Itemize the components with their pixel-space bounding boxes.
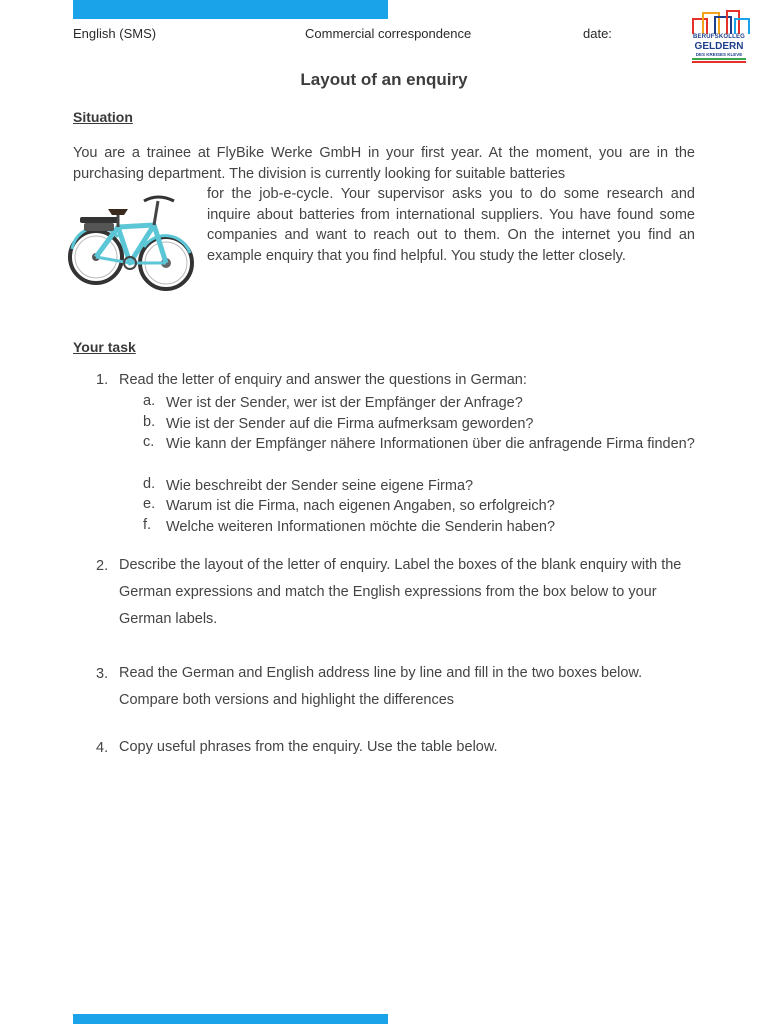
question-f-letter: f. [143,517,152,533]
header-subject: English (SMS) [73,26,157,41]
bottom-accent-bar [73,1014,388,1024]
school-logo [690,10,750,62]
question-d-text: Wie beschreibt der Sender seine eigene Firma? [166,478,474,494]
question-c-text: Wie kann der Empfänger nähere Informationen über die anfragende Firma finden? [166,436,695,452]
question-c-letter: c. [143,434,155,450]
question-e-text: Warum ist die Firma, nach eigenen Angaben, so erfolgreich? [166,498,555,514]
logo-text-line3: DES KREISES KLEVE [695,52,743,57]
task-2-text: Describe the layout of the letter of enquiry. Label the boxes of the blank enquiry with the German expressions and match the English expressions from the box below to your German labels. [119,557,682,627]
task-4-number: 4. [96,740,109,756]
logo-text-line1: BERUFSKOLLEG [692,34,746,40]
header-date-label: date: [583,26,612,41]
question-b-letter: b. [143,414,156,430]
situation-heading: Situation [73,109,133,125]
question-a-text: Wer ist der Sender, wer ist der Empfänger der Anfrage? [166,395,523,411]
question-f-text: Welche weiteren Informationen möchte die Senderin haben? [166,519,556,535]
top-accent-bar [73,0,388,19]
task-2-number: 2. [96,558,109,574]
logo-text-line2: GELDERN [694,41,744,52]
situation-paragraph-2: for the job-e-cycle. Your supervisor asks you to do some research and inquire about batteries from international suppliers. You have found some companies and want to reach out to them. On the internet you find an example enquiry that you find helpful. You study the letter closely. [207,186,695,264]
question-d-letter: d. [143,476,156,492]
question-b-text: Wie ist der Sender auf die Firma aufmerksam geworden? [166,416,534,432]
task-4-text: Copy useful phrases from the enquiry. Use the table below. [119,739,498,755]
task-3-number: 3. [96,666,109,682]
task-1-number: 1. [96,372,109,388]
bicycle-image [66,187,198,301]
task-heading: Your task [73,339,136,355]
task-3-text: Read the German and English address line by line and fill in the two boxes below. Compare both versions and highlight the differences [119,665,643,708]
header-topic: Commercial correspondence [305,26,472,41]
page-title: Layout of an enquiry [300,70,468,89]
situation-paragraph-1: You are a trainee at FlyBike Werke GmbH in your first year. At the moment, you are in the purchasing department. The division is currently looking for suitable batteries [73,145,695,182]
question-a-letter: a. [143,393,156,409]
question-e-letter: e. [143,496,156,512]
task-1-text: Read the letter of enquiry and answer the questions in German: [119,372,527,388]
